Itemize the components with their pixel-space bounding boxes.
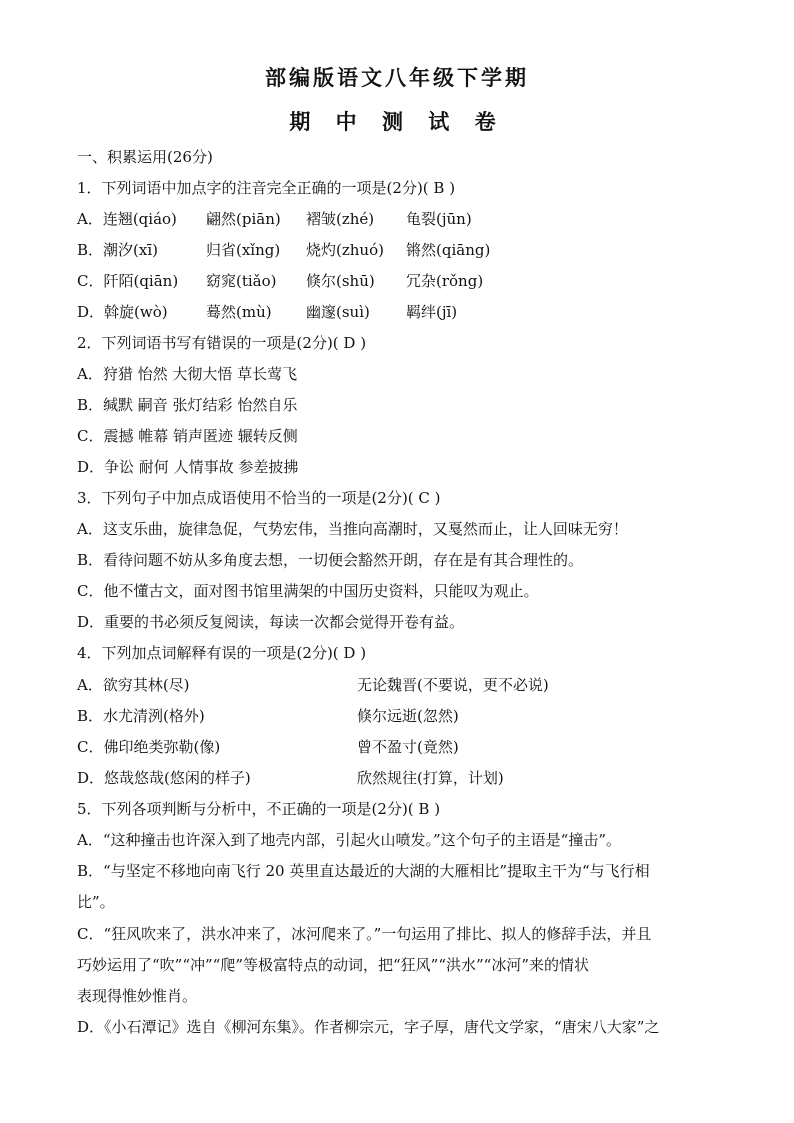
- question-5-option-a: A．“这种撞击也许深入到了地壳内部，引起火山喷发。”这个句子的主语是“撞击”。: [77, 831, 622, 849]
- option-item: 翩然(piān): [206, 210, 281, 228]
- question-4-option-b: [77, 706, 717, 726]
- option-item: 归省(xǐng): [206, 241, 281, 259]
- option-right: 倏尔远逝(忽然): [357, 707, 459, 725]
- question-4-option-c: [77, 737, 717, 757]
- question-3-option-c: C．他不懂古文，面对图书馆里满架的中国历史资料，只能叹为观止。: [77, 582, 539, 600]
- question-1-option-a: [77, 209, 717, 229]
- option-left: A．欲穷其林(尽): [77, 676, 190, 694]
- question-3-option-d: D．重要的书必须反复阅读，每读一次都会觉得开卷有益。: [77, 613, 465, 631]
- question-5-option-d: D．《小石潭记》选自《柳河东集》。作者柳宗元，字子厚，唐代文学家，“唐宋八大家”之: [77, 1018, 660, 1036]
- question-5-option-b-line2: 比”。: [77, 893, 115, 911]
- option-item: D．斡旋(wò): [77, 303, 168, 321]
- option-left: B．水尤清洌(格外): [77, 707, 205, 725]
- option-item: A．连翘(qiáo): [77, 210, 177, 228]
- option-item: 锵然(qiāng): [406, 241, 491, 259]
- question-3-stem: 3．下列句子中加点成语使用不恰当的一项是(2分)( C ): [77, 489, 441, 507]
- question-2-stem: 2．下列词语书写有错误的一项是(2分)( D ): [77, 334, 367, 352]
- question-1-option-b: [77, 240, 717, 260]
- option-item: 蓦然(mù): [206, 303, 272, 321]
- question-5-option-c-line1: C．“狂风吹来了，洪水冲来了，冰河爬来了。”一句运用了排比、拟人的修辞手法，并且: [77, 925, 652, 943]
- option-item: 冗杂(rǒng): [406, 272, 484, 290]
- question-5-option-b-line1: B．“与坚定不移地向南飞行 20 英里直达最近的大湖的大雁相比”提取主干为“与飞行相: [77, 862, 650, 880]
- question-3-option-a: A．这支乐曲，旋律急促，气势宏伟，当推向高潮时，又戛然而止，让人回味无穷！: [77, 520, 628, 538]
- option-item: 窈窕(tiǎo): [206, 272, 277, 290]
- question-4-option-a: [77, 675, 717, 695]
- option-left: D．悠哉悠哉(悠闲的样子): [77, 769, 251, 787]
- page-title: 部编版语文八年级下学期: [265, 66, 529, 90]
- option-item: 烧灼(zhuó): [306, 241, 384, 259]
- option-item: B．潮汐(xī): [77, 241, 158, 259]
- question-2-option-b: B．缄默 嗣音 张灯结彩 怡然自乐: [77, 396, 298, 414]
- option-right: 欣然规往(打算，计划): [357, 769, 504, 787]
- page-subtitle: 期 中 测 试 卷: [289, 110, 505, 134]
- question-5-option-c-line2: 巧妙运用了“吹”“冲”“爬”等极富特点的动词，把“狂风”“洪水”“冰河”来的情状: [77, 956, 590, 974]
- question-5-stem: 5．下列各项判断与分析中，不正确的一项是(2分)( B ): [77, 800, 441, 818]
- question-4-stem: 4．下列加点词解释有误的一项是(2分)( D ): [77, 644, 367, 662]
- section-heading: 一、积累运用(26分): [77, 148, 213, 166]
- question-4-option-d: [77, 768, 717, 788]
- question-2-option-a: A．狩猎 怡然 大彻大悟 草长莺飞: [77, 365, 298, 383]
- option-item: C．阡陌(qiān): [77, 272, 179, 290]
- option-item: 褶皱(zhé): [306, 210, 375, 228]
- question-2-option-d: D．争讼 耐何 人情事故 参差披拂: [77, 458, 299, 476]
- question-1-option-c: [77, 271, 717, 291]
- option-item: 龟裂(jūn): [406, 210, 472, 228]
- option-right: 曾不盈寸(竟然): [357, 738, 459, 756]
- question-3-option-b: B．看待问题不妨从多角度去想，一切便会豁然开朗，存在是有其合理性的。: [77, 551, 584, 569]
- question-5-option-c-line3: 表现得惟妙惟肖。: [77, 987, 198, 1005]
- option-right: 无论魏晋(不要说，更不必说): [357, 676, 549, 694]
- question-1-option-d: [77, 302, 717, 322]
- question-1-stem: 1．下列词语中加点字的注音完全正确的一项是(2分)( B ): [77, 179, 456, 197]
- option-item: 羁绊(jī): [406, 303, 458, 321]
- question-2-option-c: C．震撼 帷幕 销声匿迹 辗转反侧: [77, 427, 298, 445]
- option-left: C．佛印绝类弥勒(像): [77, 738, 221, 756]
- option-item: 倏尔(shū): [306, 272, 375, 290]
- option-item: 幽邃(suì): [306, 303, 370, 321]
